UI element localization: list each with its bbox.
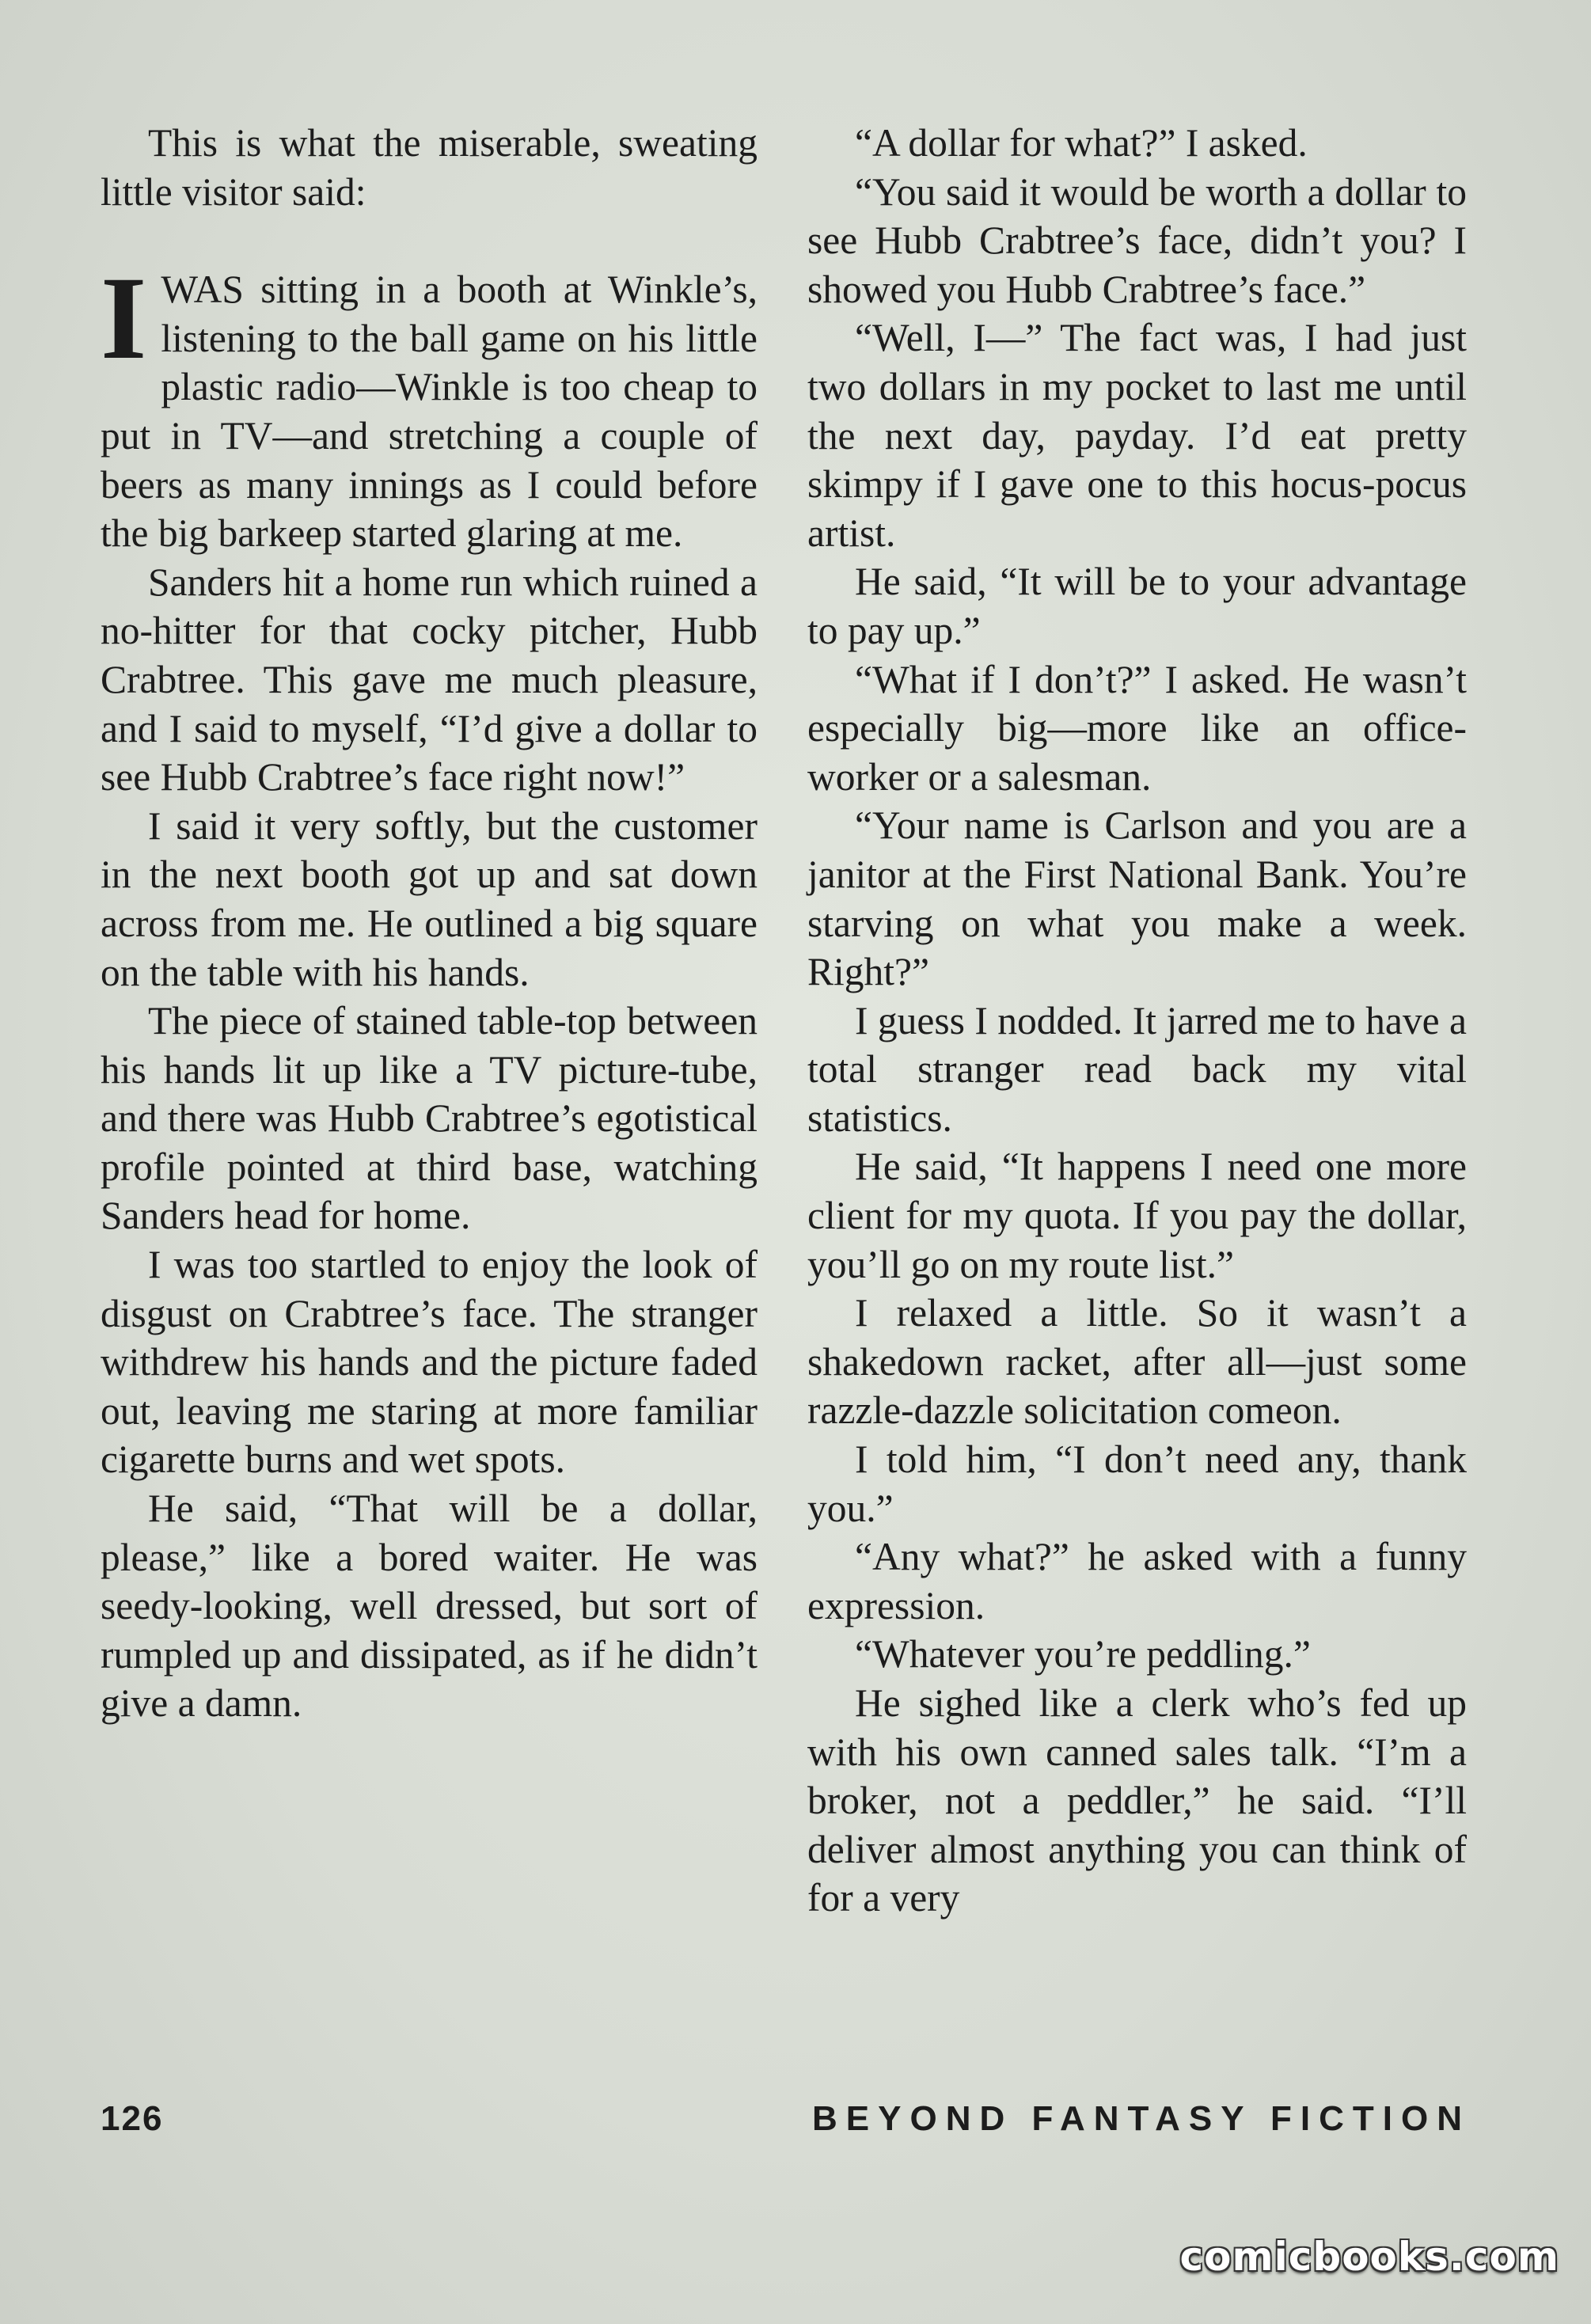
paragraph: “You said it would be worth a dollar to see Hubb Crabtree’s face, didn’t you? I showed you Hubb Crabtree’s face.” — [807, 169, 1467, 311]
paragraph: “Your name is Carlson and you are a janitor at the First National Bank. You’re starving on what you make a week. Right?” — [807, 803, 1467, 994]
paragraph: I told him, “I don’t need any, thank you.” — [807, 1437, 1467, 1530]
paragraph: “Any what?” he asked with a funny expression. — [807, 1535, 1467, 1627]
right-column — [807, 119, 1467, 1923]
paragraph: “What if I don’t?” I asked. He wasn’t especially big—more like an office-worker or a salesman. — [807, 657, 1467, 799]
paragraph-text: WAS sitting in a booth at Winkle’s, listening to the ball game on his little plastic radio—Winkle is too cheap to put in TV—and stretching a couple of beers as many innings as I could before the big barkeep started glaring at me. — [101, 268, 758, 556]
paragraph: I guess I nodded. It jarred me to have a total stranger read back my vital statistics. — [807, 998, 1467, 1140]
paragraph: I was too startled to enjoy the look of disgust on Crabtree’s face. The stranger withdrew his hands and the picture faded out, leaving me staring at more familiar cigarette burns and wet spots. — [101, 1243, 758, 1482]
paragraph: He said, “It happens I need one more client for my quota. If you pay the dollar, you’ll go on my route list.” — [807, 1145, 1467, 1286]
paragraph: I relaxed a little. So it wasn’t a shakedown racket, after all—just some razzle-dazzle solicitation comeon. — [807, 1291, 1467, 1433]
paragraph: I said it very softly, but the customer in the next booth got up and sat down across from me. He outlined a big square on the table with his hands. — [101, 803, 758, 994]
drop-cap: I — [101, 253, 147, 385]
paragraph: “Whatever you’re peddling.” — [855, 1632, 1311, 1677]
paragraph: “Well, I—” The fact was, I had just two dollars in my pocket to last me until the next day, payday. I’d eat pretty skimpy if I gave one to this hocus-pocus artist. — [807, 316, 1467, 555]
paragraph: “A dollar for what?” I asked. — [855, 121, 1308, 165]
paragraph: He said, “That will be a dollar, please,” like a bored waiter. He was seedy-looking, well dressed, but sort of rumpled up and dissipated, as if he didn’t give a damn. — [101, 1487, 758, 1726]
paragraph: This is what the miserable, sweating little visitor said: — [101, 121, 758, 214]
paragraph: He said, “It will be to your advantage to pay up.” — [807, 560, 1467, 652]
paragraph: He sighed like a clerk who’s fed up with his own canned sales talk. “I’m a broker, not a peddler,” he said. “I’ll deliver almost anything you can think of for a very — [807, 1681, 1467, 1920]
left-column — [101, 119, 758, 1728]
page-number: 126 — [101, 2099, 164, 2138]
paragraph: The piece of stained table-top between his hands lit up like a TV picture-tube, and there was Hubb Crabtree’s egotistical profile pointed at third base, watching Sanders head for home. — [101, 999, 758, 1238]
paragraph-with-drop-cap — [101, 253, 758, 558]
watermark: comicbooks.com — [1179, 2234, 1559, 2280]
running-head: BEYOND FANTASY FICTION — [812, 2099, 1471, 2138]
paragraph: Sanders hit a home run which ruined a no-hitter for that cocky pitcher, Hubb Crabtree. This gave me much pleasure, and I said to myself, “I’d give a dollar to see Hubb Crabtree’s face right now!” — [101, 560, 758, 799]
